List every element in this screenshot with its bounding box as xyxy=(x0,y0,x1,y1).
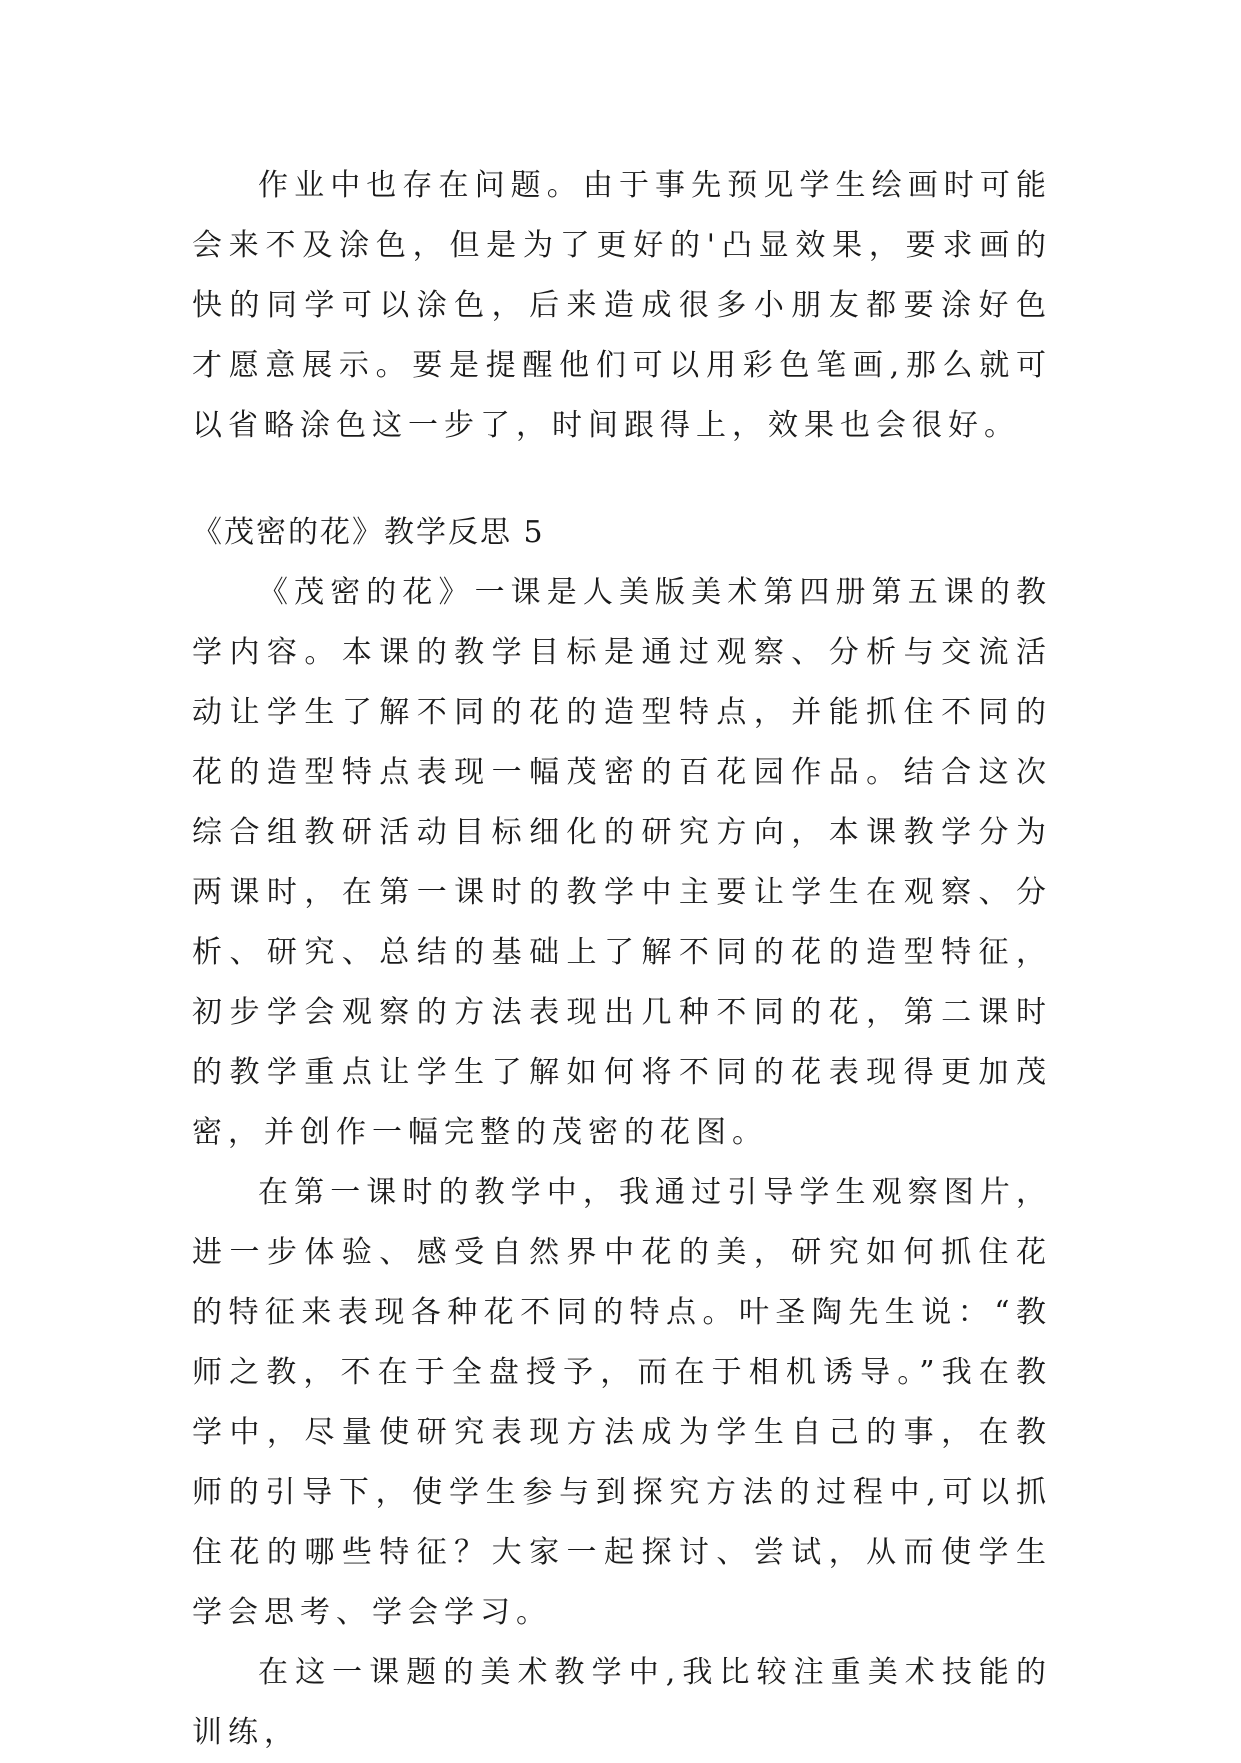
paragraph: 在这一课题的美术教学中,我比较注重美术技能的训练， xyxy=(192,1655,1052,1750)
text-section-1 xyxy=(192,156,1052,456)
paragraph: 在第一课时的教学中，我通过引导学生观察图片，进一步体验、感受自然界中花的美，研究如何抓住花的特征来表现各种花不同的特点。叶圣陶先生说：“教师之教，不在于全盘授予，而在于相机诱导。”我在教学中，尽量使研究表现方法成为学生自己的事，在教师的引导下，使学生参与到探究方法的过程中,可以抓住花的哪些特征？大家一起探讨、尝试，从而使学生学会思考、学会学习。 xyxy=(192,1175,1052,1630)
section-heading: 《茂密的花》教学反思 5 xyxy=(192,515,545,550)
paragraph: 作业中也存在问题。由于事先预见学生绘画时可能会来不及涂色，但是为了更好的'凸显效果，要求画的快的同学可以涂色，后来造成很多小朋友都要涂好色才愿意展示。要是提醒他们可以用彩色笔画,那么就可以省略涂色这一步了，时间跟得上，效果也会很好。 xyxy=(192,168,1052,443)
text-section-2 xyxy=(192,563,1052,1763)
paragraph: 《茂密的花》一课是人美版美术第四册第五课的教学内容。本课的教学目标是通过观察、分析与交流活动让学生了解不同的花的造型特点，并能抓住不同的花的造型特点表现一幅茂密的百花园作品。结合这次综合组教研活动目标细化的研究方向，本课教学分为两课时，在第一课时的教学中主要让学生在观察、分析、研究、总结的基础上了解不同的花的造型特征，初步学会观察的方法表现出几种不同的花，第二课时的教学重点让学生了解如何将不同的花表现得更加茂密，并创作一幅完整的茂密的花图。 xyxy=(192,575,1052,1150)
